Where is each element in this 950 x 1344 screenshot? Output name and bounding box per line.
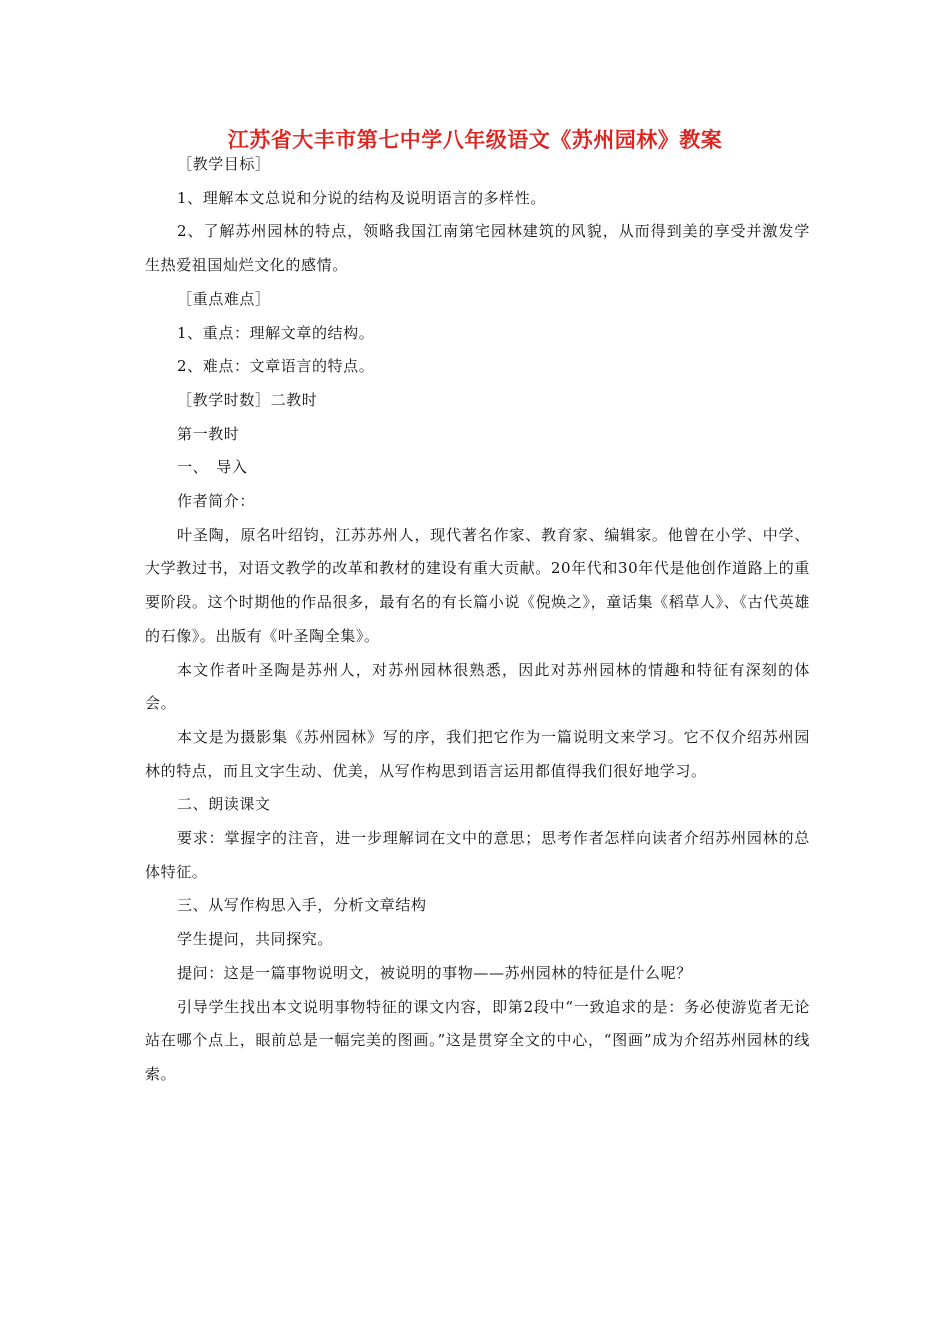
document-title: 江苏省大丰市第七中学八年级语文《苏州园林》教案 bbox=[227, 128, 723, 152]
student-questions: 学生提问，共同探究。 bbox=[177, 930, 334, 949]
reading-requirements: 要求：掌握字的注音，进一步理解词在文中的意思；思考作者怎样向读者介绍苏州园林的总体特征。 bbox=[145, 829, 810, 881]
lesson-heading: 第一教时 bbox=[177, 424, 240, 443]
key-point-1: 1、重点：理解文章的结构。 bbox=[177, 323, 375, 342]
author-context-paragraph: 本文作者叶圣陶是苏州人，对苏州园林很熟悉，因此对苏州园林的情趣和特征有深刻的体会。 bbox=[145, 660, 810, 713]
objective-2: 2、了解苏州园林的特点，领略我国江南第宅园林建筑的风貌，从而得到美的享受并激发学生热爱祖国灿烂文化的感情。 bbox=[145, 222, 810, 275]
section-heading-key-points: ［重点难点］ bbox=[177, 289, 271, 308]
section-heading-objectives: ［教学目标］ bbox=[177, 155, 271, 173]
section-heading-periods: ［教学时数］二教时 bbox=[177, 390, 318, 409]
author-bio-paragraph: 叶圣陶，原名叶绍钧，江苏苏州人，现代著名作家、教育家、编辑家。他曾在小学、中学、大学教过书，对语文教学的改革和教材的建设有重大贡献。20年代和30年代是他创作道路上的重要阶段。这个时期他的作品很多，最有名的有长篇小说《倪焕之》，童话集《稻草人》、《古代英雄的石像》。出版有《叶圣陶全集》。 bbox=[145, 525, 810, 645]
author-intro-heading: 作者简介： bbox=[177, 492, 256, 511]
objective-1: 1、理解本文总说和分说的结构及说明语言的多样性。 bbox=[177, 188, 546, 207]
key-point-2: 2、难点：文章语言的特点。 bbox=[177, 357, 375, 376]
question-paragraph: 提问：这是一篇事物说明文，被说明的事物——苏州园林的特征是什么呢？ bbox=[177, 963, 692, 982]
step-1-heading: 一、 导入 bbox=[177, 458, 248, 477]
document-body bbox=[145, 148, 810, 1092]
text-purpose-paragraph: 本文是为摄影集《苏州园林》写的序，我们把它作为一篇说明文来学习。它不仅介绍苏州园林的特点，而且文字生动、优美，从写作构思到语言运用都值得我们很好地学习。 bbox=[145, 727, 810, 780]
guidance-paragraph: 引导学生找出本文说明事物特征的课文内容，即第2段中“一致追求的是：务必使游览者无论站在哪个点上，眼前总是一幅完美的图画。”这是贯穿全文的中心，“图画”成为介绍苏州园林的线索。 bbox=[145, 997, 810, 1083]
step-3-heading: 三、从写作构思入手，分析文章结构 bbox=[177, 896, 427, 915]
step-2-heading: 二、朗读课文 bbox=[177, 795, 271, 814]
